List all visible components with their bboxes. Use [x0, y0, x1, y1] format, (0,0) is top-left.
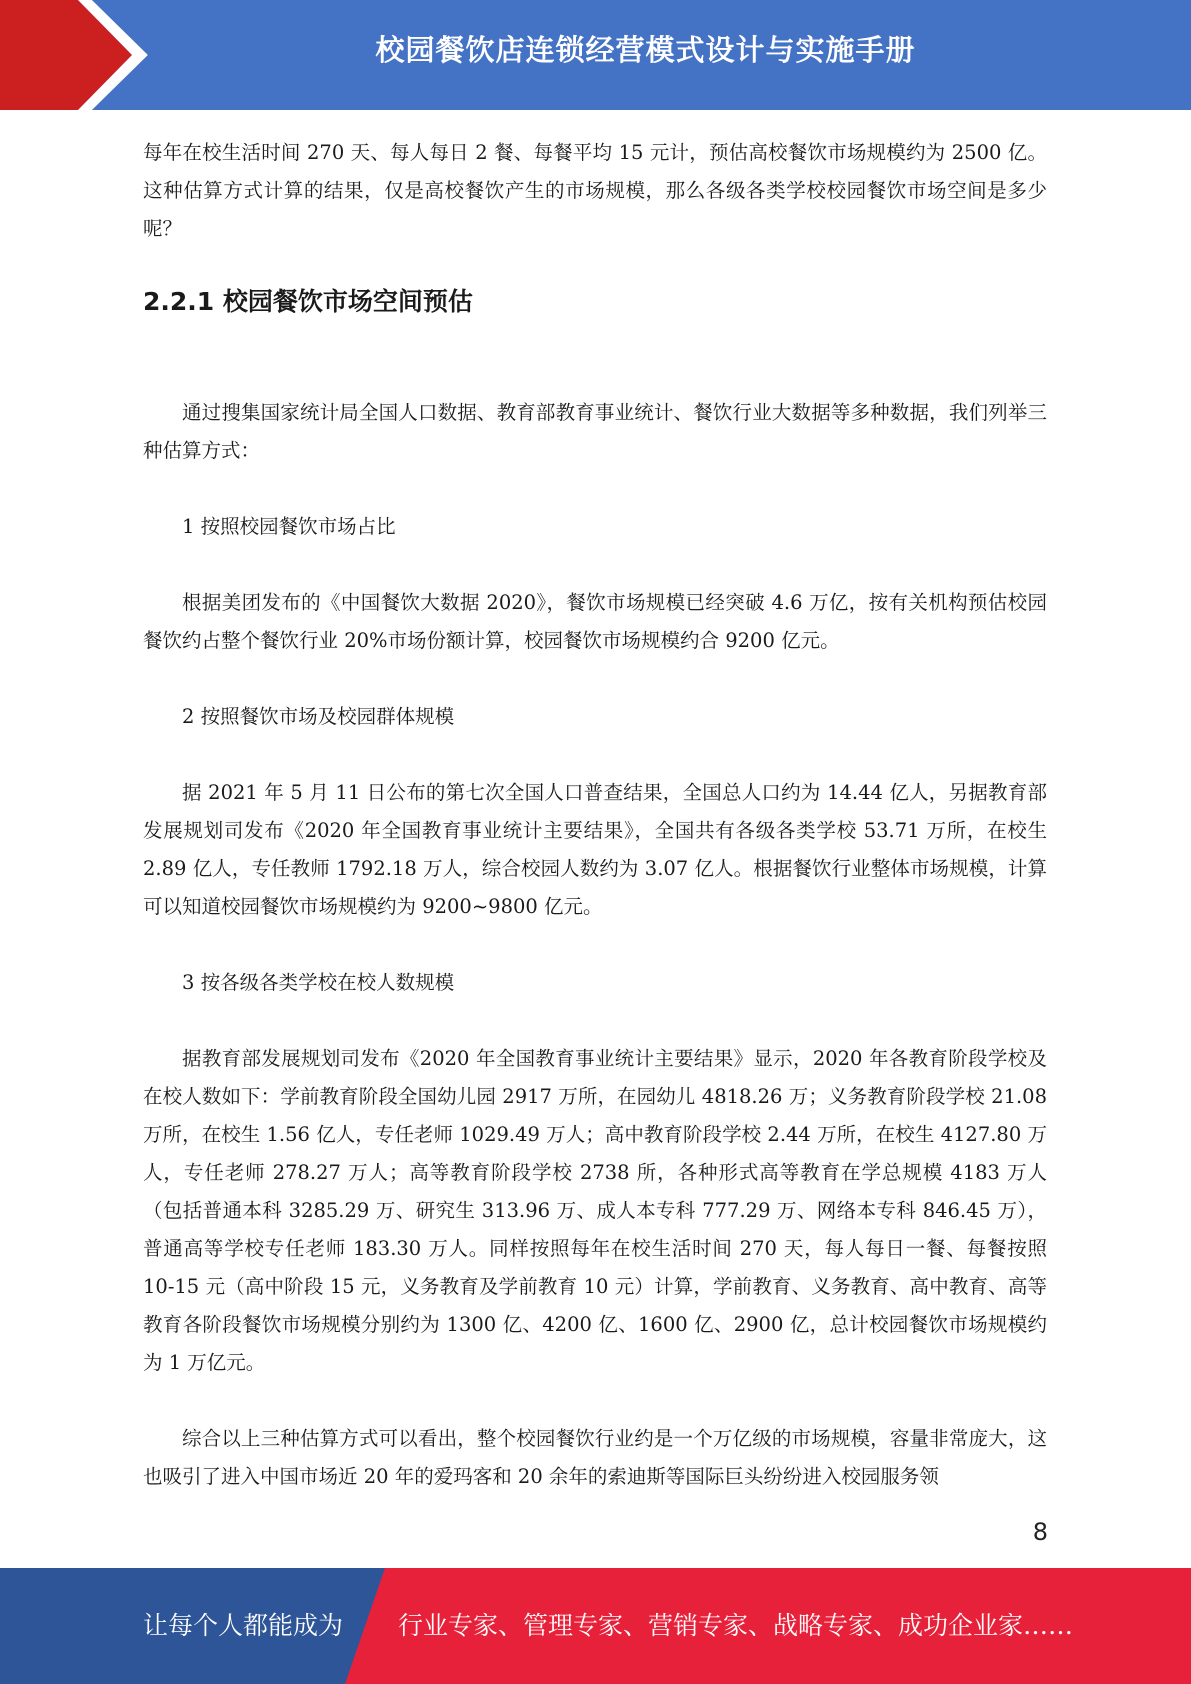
page-header	[0, 0, 1191, 110]
method-2-paragraph: 据 2021 年 5 月 11 日公布的第七次全国人口普查结果，全国总人口约为 14.44 亿人，另据教育部发展规划司发布《2020 年全国教育事业统计主要结果》，全国共有各级各类学校 53.71 万所，在校生 2.89 亿人，专任教师 1792.18 万人，综合校园人数约为 3.07 亿人。根据餐饮行业整体市场规模，计算可以知道校园餐饮市场规模约为 9200~9800 亿元。	[143, 781, 1047, 918]
conclusion-paragraph: 综合以上三种估算方式可以看出，整个校园餐饮行业约是一个万亿级的市场规模，容量非常庞大，这也吸引了进入中国市场近 20 年的爱玛客和 20 余年的索迪斯等国际巨头纷纷进入校园服务领	[143, 1427, 1047, 1488]
page-footer	[0, 1568, 1191, 1684]
footer-slogan-right: 行业专家、管理专家、营销专家、战略专家、成功企业家……	[398, 1611, 1074, 1640]
method-3-title: 3 按各级各类学校在校人数规模	[182, 971, 455, 994]
footer-slogan-left: 让每个人都能成为	[143, 1611, 344, 1640]
section-heading: 2.2.1 校园餐饮市场空间预估	[143, 287, 473, 316]
page-number: 8	[1032, 1518, 1048, 1546]
intro-paragraph: 通过搜集国家统计局全国人口数据、教育部教育事业统计、餐饮行业大数据等多种数据，我们列举三种估算方式：	[143, 401, 1047, 462]
header-arrow-decoration	[0, 0, 160, 110]
method-2-title: 2 按照餐饮市场及校园群体规模	[182, 705, 455, 728]
page-content	[143, 134, 1047, 1496]
method-1-title: 1 按照校园餐饮市场占比	[182, 515, 396, 538]
method-3-paragraph: 据教育部发展规划司发布《2020 年全国教育事业统计主要结果》显示，2020 年各教育阶段学校及在校人数如下：学前教育阶段全国幼儿园 2917 万所，在园幼儿 4818.26 万；义务教育阶段学校 21.08 万所，在校生 1.56 亿人，专任老师 1029.49 万人；高中教育阶段学校 2.44 万所，在校生 4127.80 万人，专任老师 278.27 万人；高等教育阶段学校 2738 所，各种形式高等教育在学总规模 4183 万人（包括普通本科 3285.29 万、研究生 313.96 万、成人本专科 777.29 万、网络本专科 846.45 万），普通高等学校专任老师 183.30 万人。同样按照每年在校生活时间 270 天，每人每日一餐、每餐按照 10-15 元（高中阶段 15 元，义务教育及学前教育 10 元）计算，学前教育、义务教育、高中教育、高等教育各阶段餐饮市场规模分别约为 1300 亿、4200 亿、1600 亿、2900 亿，总计校园餐饮市场规模约为 1 万亿元。	[143, 1047, 1047, 1374]
document-title: 校园餐饮店连锁经营模式设计与实施手册	[375, 33, 916, 67]
continuation-paragraph: 每年在校生活时间 270 天、每人每日 2 餐、每餐平均 15 元计，预估高校餐饮市场规模约为 2500 亿。这种估算方式计算的结果，仅是高校餐饮产生的市场规模，那么各级各类学校校园餐饮市场空间是多少呢？	[143, 141, 1047, 240]
method-1-paragraph: 根据美团发布的《中国餐饮大数据 2020》，餐饮市场规模已经突破 4.6 万亿，按有关机构预估校园餐饮约占整个餐饮行业 20%市场份额计算，校园餐饮市场规模约合 9200 亿元。	[143, 591, 1047, 652]
